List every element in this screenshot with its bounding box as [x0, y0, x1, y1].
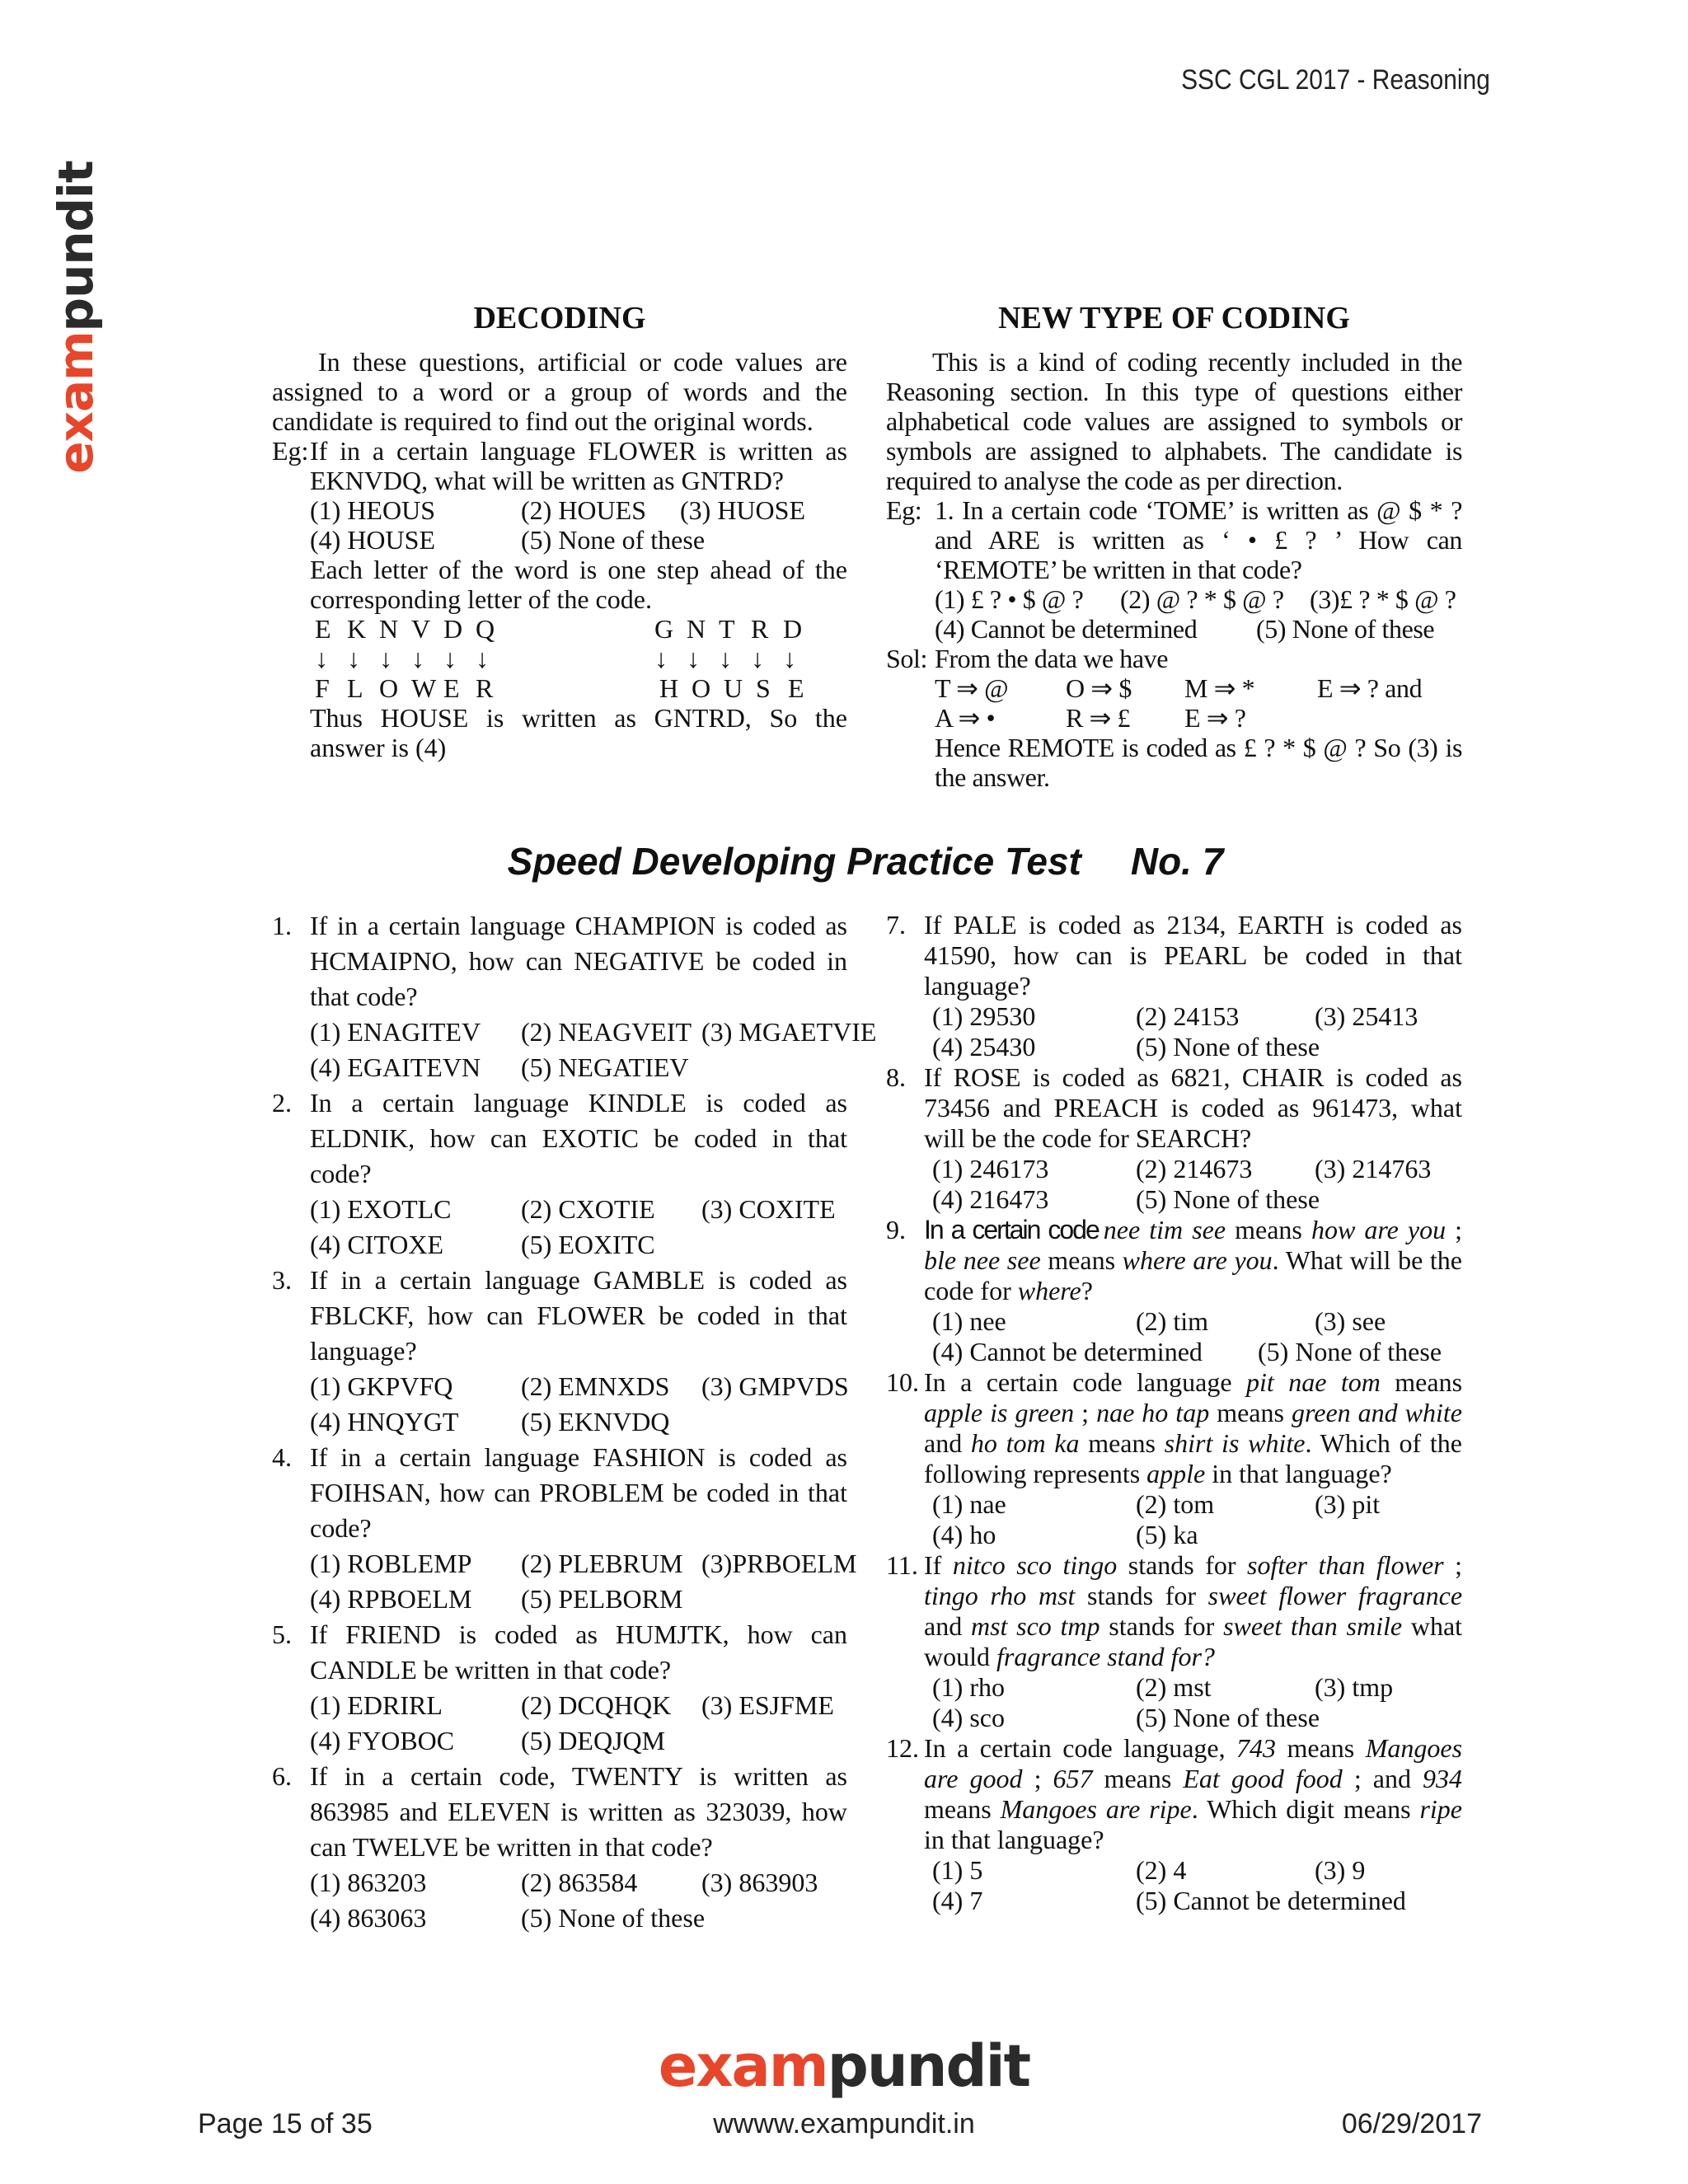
stem-text: 934	[1423, 1764, 1462, 1793]
stem-text: stands for	[1100, 1611, 1224, 1641]
answer-options	[310, 1369, 847, 1440]
question-number: 9.	[886, 1215, 906, 1244]
stem-text: means	[1380, 1367, 1463, 1397]
side-brand-logo	[48, 161, 104, 474]
answer-option[interactable]: (3) MGAETVIE	[701, 1017, 877, 1047]
options-row	[310, 1015, 877, 1050]
stem-text: means	[924, 1794, 1001, 1824]
answer-option[interactable]: (1) ENAGITEV	[310, 1017, 481, 1047]
stem-text: sweet than smile	[1223, 1611, 1403, 1641]
down-arrow-icon: ↓	[751, 644, 764, 673]
answer-option[interactable]: (3) 863903	[701, 1868, 818, 1897]
answer-option[interactable]: (1) EDRIRL	[310, 1690, 443, 1720]
answer-options	[932, 1489, 1462, 1550]
stem-text: . Which of the following represents	[924, 1428, 1463, 1488]
down-arrow-icon: ↓	[347, 644, 360, 673]
mapping: E ⇒ ?	[1184, 703, 1246, 733]
answer-option[interactable]: (5) PELBORM	[521, 1584, 683, 1614]
answer-option[interactable]: (4) ho	[932, 1520, 996, 1549]
down-arrow-icon: ↓	[654, 644, 668, 673]
answer-option[interactable]: (3) see	[1315, 1306, 1386, 1336]
website-url[interactable]: wwww.exampundit.in	[713, 2108, 975, 2139]
stem-text: stands for	[1075, 1581, 1208, 1610]
arrows-row	[310, 644, 847, 673]
down-arrow-icon: ↓	[443, 644, 457, 673]
word-letters-row	[310, 673, 847, 703]
question-stem	[924, 910, 1462, 1001]
answer-option[interactable]: (5) Cannot be determined	[1136, 1886, 1406, 1915]
answer-option[interactable]: (2) 863584	[521, 1868, 638, 1897]
question-item	[272, 1440, 857, 1617]
question-stem	[310, 1440, 847, 1546]
eg-label: Eg:	[886, 495, 922, 525]
letter: R	[476, 673, 494, 703]
mapping-row	[935, 673, 1462, 703]
letter: Q	[476, 614, 495, 644]
new-coding-heading: NEW TYPE OF CODING	[998, 301, 1350, 335]
stem-text: In a certain code language,	[924, 1733, 1237, 1763]
question-item	[272, 908, 877, 1085]
answer-option[interactable]: (4) CITOXE	[310, 1230, 444, 1259]
answer-option[interactable]: (1) nee	[932, 1306, 1006, 1336]
mapping: A ⇒ •	[935, 703, 996, 733]
question-item	[272, 1085, 847, 1263]
answer-option[interactable]: (4) Cannot be determined	[932, 1337, 1203, 1366]
answer-option[interactable]: (2) tom	[1136, 1489, 1215, 1519]
decoding-conclusion: Thus HOUSE is written as GNTRD, So the answer is (4)	[310, 703, 847, 762]
option: (1) HEOUS	[310, 495, 435, 525]
answer-option[interactable]: (5) None of these	[521, 1903, 706, 1933]
question-item	[272, 1263, 847, 1440]
letter: S	[756, 673, 771, 703]
answer-option[interactable]: (3)PRBOELM	[701, 1549, 857, 1578]
stem-text: nitco sco tingo	[952, 1550, 1118, 1580]
eg-stem: If in a certain language FLOWER is written as EKNVDQ, what will be written as GNTRD?	[310, 436, 847, 495]
footer-brand-logo	[0, 2032, 1688, 2100]
option: (2) HOUES	[521, 495, 646, 525]
option: (4) HOUSE	[310, 525, 435, 555]
stem-text: nee tim see	[1103, 1215, 1226, 1244]
options-row	[932, 1520, 1462, 1550]
practice-test-title	[0, 839, 1688, 883]
code-letters-row	[310, 614, 847, 644]
stem-text: nae ho tap	[1096, 1398, 1210, 1427]
letter: D	[443, 614, 463, 644]
option: (5) None of these	[521, 525, 706, 555]
answer-option[interactable]: (2) NEAGVEIT	[521, 1017, 692, 1047]
stem-text: sweet flower fragrance	[1207, 1581, 1463, 1610]
question-item	[272, 1617, 847, 1759]
stem-text: ;	[1443, 1550, 1462, 1580]
answer-option[interactable]: (4) HNQYGT	[310, 1407, 459, 1436]
stem-text: ble nee see	[924, 1245, 1041, 1275]
answer-option[interactable]: (2) 24153	[1136, 1001, 1240, 1031]
options-row	[932, 1184, 1462, 1215]
letter: W	[411, 673, 437, 703]
stem-text: means	[1226, 1215, 1311, 1244]
answer-option[interactable]: (3) tmp	[1315, 1672, 1394, 1702]
decoding-section	[272, 347, 847, 762]
answer-option[interactable]: (4) EGAITEVN	[310, 1052, 481, 1082]
answer-options	[310, 1546, 857, 1617]
document-date: 06/29/2017	[1341, 2108, 1482, 2139]
answer-options	[932, 1672, 1462, 1733]
down-arrow-icon: ↓	[315, 644, 328, 673]
answer-option[interactable]: (3) COXITE	[701, 1194, 836, 1224]
stem-text: where are you	[1122, 1245, 1273, 1275]
logo-part-pundit: pundit	[827, 2032, 1030, 2100]
answer-option[interactable]: (3) ESJFME	[701, 1690, 834, 1720]
options-row	[932, 1337, 1462, 1367]
stem-text: means	[1276, 1733, 1366, 1763]
question-item	[886, 1733, 1462, 1916]
mapping: R ⇒ £	[1066, 703, 1131, 733]
options-row	[932, 1855, 1462, 1886]
options-row	[310, 1865, 847, 1900]
stem-text: stands for	[1117, 1550, 1248, 1580]
letter: D	[783, 614, 803, 644]
answer-option[interactable]: (2) tim	[1136, 1306, 1208, 1336]
letter: O	[692, 673, 711, 703]
options-row	[310, 1404, 847, 1440]
answer-option[interactable]: (1) 5	[932, 1855, 983, 1885]
stem-text: If PALE is coded as 2134, EARTH is coded as 41590, how can is PEARL be coded in that language?	[924, 910, 1462, 1001]
question-number: 7.	[886, 910, 906, 940]
question-stem	[924, 1733, 1462, 1855]
new-coding-intro: This is a kind of coding recently included in the Reasoning section. In this type of questions either alphabetical code values are assigned to symbols or symbols are assigned to alphabets. The candidate is required to analyse the code as per direction.	[886, 347, 1462, 495]
letter: E	[443, 673, 460, 703]
stem-text: where	[1017, 1276, 1081, 1305]
option: (1) £ ? • $ @ ?	[935, 584, 1084, 614]
options-row	[932, 1886, 1462, 1916]
letter: L	[347, 673, 363, 703]
down-arrow-icon: ↓	[719, 644, 732, 673]
stem-text: If in a certain code, TWENTY is written as 863985 and ELEVEN is written as 323039, how can TWELVE be written in that code?	[310, 1761, 847, 1862]
test-number: No. 7	[1130, 840, 1224, 883]
stem-text: . What will be the code for	[924, 1245, 1462, 1305]
answer-option[interactable]: (1) 863203	[310, 1868, 427, 1897]
logo-part-pundit: pundit	[48, 161, 104, 332]
test-title: Speed Developing Practice Test	[507, 840, 1081, 883]
stem-text: apple	[1146, 1459, 1206, 1488]
page-number: Page 15 of 35	[198, 2108, 373, 2139]
stem-text: and	[924, 1611, 971, 1641]
stem-text: 743	[1236, 1733, 1277, 1763]
options-row	[310, 1192, 847, 1227]
stem-text: fragrance stand for?	[996, 1642, 1215, 1671]
answer-options	[310, 1865, 847, 1936]
answer-option[interactable]: (3) 9	[1315, 1855, 1366, 1885]
option: (5) None of these	[1256, 614, 1435, 644]
stem-text: ;	[1446, 1215, 1463, 1244]
question-number: 8.	[886, 1062, 906, 1092]
option: (4) Cannot be determined	[935, 614, 1198, 644]
options-row	[310, 1546, 857, 1582]
question-item	[886, 1062, 1462, 1215]
answer-option[interactable]: (4) 216473	[932, 1184, 1049, 1214]
answer-option[interactable]: (5) NEGATIEV	[521, 1052, 689, 1082]
options-row	[932, 1489, 1462, 1520]
eg-stem: 1. In a certain code ‘TOME’ is written as @ $ * ? and ARE is written as ‘ • £ ? ’ How can ‘REMOTE’ be written in that code?	[935, 495, 1462, 584]
options-row	[310, 1369, 847, 1404]
stem-text: in that language?	[1205, 1459, 1392, 1488]
stem-text: pit nae tom	[1245, 1367, 1381, 1397]
answer-options	[310, 1015, 877, 1085]
decoding-intro: In these questions, artificial or code values are assigned to a word or a group of words and the candidate is required to find out the original words.	[272, 347, 847, 436]
answer-option[interactable]: (1) 29530	[932, 1001, 1036, 1031]
letter: O	[379, 673, 399, 703]
question-item	[272, 1759, 847, 1936]
mapping: T ⇒ @	[935, 673, 1009, 703]
stem-text: In a certain code language	[924, 1367, 1246, 1397]
stem-text: softer than flower	[1247, 1550, 1444, 1580]
letter: U	[724, 673, 743, 703]
answer-option[interactable]: (3) pit	[1315, 1489, 1381, 1519]
stem-text: in that language?	[924, 1825, 1104, 1854]
questions-left-column	[272, 908, 877, 1936]
stem-text: and	[924, 1428, 971, 1458]
down-arrow-icon: ↓	[379, 644, 392, 673]
option: (3) HUOSE	[680, 495, 805, 525]
answer-option[interactable]: (5) EOXITC	[521, 1230, 655, 1259]
answer-option[interactable]: (4) sco	[932, 1703, 1005, 1732]
question-number: 4.	[272, 1442, 292, 1472]
letter: R	[751, 614, 769, 644]
solution	[886, 644, 1462, 792]
answer-option[interactable]: (3) GMPVDS	[701, 1371, 849, 1401]
question-item	[886, 1215, 1462, 1367]
question-number: 2.	[272, 1088, 292, 1118]
answer-options	[310, 1192, 847, 1263]
questions-right-column	[886, 910, 1462, 1916]
eg-options	[310, 495, 847, 555]
answer-options	[310, 1688, 847, 1759]
mapping: E ⇒ ? and	[1317, 673, 1423, 703]
logo-part-exam: exam	[658, 2032, 828, 2100]
answer-option[interactable]: (5) None of these	[1136, 1032, 1320, 1062]
letter: E	[788, 673, 804, 703]
letter: V	[411, 614, 431, 644]
answer-option[interactable]: (2) CXOTIE	[521, 1194, 655, 1224]
question-stem	[310, 908, 847, 1015]
stem-text: If in a certain language FASHION is coded as FOIHSAN, how can PROBLEM be coded in that code?	[310, 1442, 847, 1543]
question-number: 3.	[272, 1265, 292, 1295]
stem-text: If ROSE is coded as 6821, CHAIR is coded as 73456 and PREACH is coded as 961473, what will be the code for SEARCH?	[924, 1062, 1462, 1153]
answer-option[interactable]: (5) None of these	[1136, 1703, 1320, 1732]
stem-text: shirt is white	[1164, 1428, 1306, 1458]
eg-label: Eg:	[272, 436, 309, 466]
stem-text: In a certain language KINDLE is coded as ELDNIK, how can EXOTIC be coded in that code?	[310, 1088, 847, 1188]
question-stem	[924, 1215, 1462, 1306]
answer-option[interactable]: (1) GKPVFQ	[310, 1371, 453, 1401]
question-number: 11.	[886, 1550, 918, 1580]
stem-text: ?	[1081, 1276, 1093, 1305]
question-number: 10.	[886, 1367, 919, 1397]
logo-part-exam: exam	[48, 331, 104, 474]
question-stem	[310, 1263, 847, 1369]
question-stem	[924, 1062, 1462, 1154]
answer-option[interactable]: (4) FYOBOC	[310, 1726, 455, 1755]
decoding-explanation: Each letter of the word is one step ahead of the corresponding letter of the code.	[310, 555, 847, 614]
stem-text: mst sco tmp	[970, 1611, 1100, 1641]
letter: G	[654, 614, 674, 644]
question-item	[886, 910, 1462, 1062]
eg-options	[935, 584, 1462, 644]
options-row	[310, 1582, 847, 1617]
letter: N	[379, 614, 399, 644]
stem-text: Eat good food	[1183, 1764, 1343, 1793]
options-row	[310, 1723, 847, 1759]
answer-option[interactable]: (2) DCQHQK	[521, 1690, 672, 1720]
answer-option[interactable]: (1) 246173	[932, 1154, 1049, 1183]
stem-text: green and white	[1291, 1398, 1462, 1427]
options-row	[310, 1227, 847, 1263]
letter: N	[687, 614, 706, 644]
stem-text: ;	[1022, 1764, 1053, 1793]
letter: E	[315, 614, 331, 644]
new-coding-example	[886, 495, 1462, 644]
question-number: 1.	[272, 911, 292, 940]
stem-text: ripe	[1419, 1794, 1462, 1824]
answer-option[interactable]: (1) EXOTLC	[310, 1194, 452, 1224]
stem-text: If in a certain language CHAMPION is coded as HCMAIPNO, how can NEGATIVE be coded in that code?	[310, 911, 847, 1011]
question-number: 6.	[272, 1761, 292, 1791]
stem-text: If	[924, 1550, 953, 1580]
letter: K	[347, 614, 367, 644]
stem-text: If in a certain language GAMBLE is coded as FBLCKF, how can FLOWER be coded in that language?	[310, 1265, 847, 1366]
stem-text: If FRIEND is coded as HUMJTK, how can CANDLE be written in that code?	[310, 1619, 847, 1685]
answer-option[interactable]: (4) 25430	[932, 1032, 1036, 1062]
stem-text: Mangoes are good	[924, 1733, 1463, 1793]
answer-options	[932, 1306, 1462, 1367]
new-coding-section	[886, 347, 1462, 792]
sol-label: Sol:	[886, 644, 927, 673]
answer-option[interactable]: (1) rho	[932, 1672, 1005, 1702]
option: (3)£ ? * $ @ ?	[1310, 584, 1456, 614]
answer-option[interactable]: (2) PLEBRUM	[521, 1549, 683, 1578]
answer-option[interactable]: (4) 863063	[310, 1903, 427, 1933]
stem-text: means	[1209, 1398, 1292, 1427]
options-row	[932, 1001, 1462, 1032]
question-number: 5.	[272, 1619, 292, 1649]
stem-text: means	[1092, 1764, 1184, 1793]
options-row	[932, 1154, 1462, 1184]
question-stem	[924, 1550, 1462, 1672]
answer-options	[932, 1855, 1462, 1916]
answer-option[interactable]: (2) mst	[1136, 1672, 1212, 1702]
down-arrow-icon: ↓	[411, 644, 424, 673]
answer-option[interactable]: (2) 4	[1136, 1855, 1187, 1885]
stem-text: what would	[924, 1611, 1463, 1671]
answer-option[interactable]: (5) None of these	[1258, 1337, 1442, 1366]
decoding-heading: DECODING	[473, 301, 646, 335]
question-number: 12.	[886, 1733, 919, 1763]
stem-text: tingo rho mst	[924, 1581, 1076, 1610]
letter: H	[659, 673, 679, 703]
answer-option[interactable]: (4) 7	[932, 1886, 983, 1915]
sol-intro: From the data we have	[935, 644, 1169, 673]
options-row	[310, 1688, 847, 1723]
stem-text: Mangoes are ripe	[1000, 1794, 1192, 1824]
options-row	[932, 1032, 1462, 1062]
answer-option[interactable]: (2) 214673	[1136, 1154, 1253, 1183]
answer-option[interactable]: (5) ka	[1136, 1520, 1198, 1549]
question-stem	[924, 1367, 1462, 1489]
question-item	[886, 1550, 1462, 1733]
down-arrow-icon: ↓	[783, 644, 796, 673]
answer-option[interactable]: (4) RPBOELM	[310, 1584, 472, 1614]
options-row	[932, 1672, 1462, 1703]
question-stem	[310, 1617, 847, 1688]
stem-text: 657	[1053, 1764, 1093, 1793]
decoding-example	[272, 436, 847, 762]
stem-text: ;	[1074, 1398, 1097, 1427]
down-arrow-icon: ↓	[476, 644, 489, 673]
stem-text: In a certain code	[924, 1215, 1099, 1244]
letter: F	[315, 673, 330, 703]
option: (2) @ ? * $ @ ?	[1120, 584, 1284, 614]
stem-text: means	[1079, 1428, 1165, 1458]
question-stem	[310, 1759, 847, 1865]
down-arrow-icon: ↓	[687, 644, 700, 673]
answer-option[interactable]: (5) None of these	[1136, 1184, 1320, 1214]
answer-option[interactable]: (2) EMNXDS	[521, 1371, 670, 1401]
stem-text: apple is green	[924, 1398, 1075, 1427]
answer-option[interactable]: (1) ROBLEMP	[310, 1549, 472, 1578]
mapping-row	[935, 703, 1462, 733]
answer-option[interactable]: (3) 214763	[1315, 1154, 1432, 1183]
sol-conclusion: Hence REMOTE is coded as £ ? * $ @ ? So (3) is the answer.	[935, 733, 1462, 792]
options-row	[932, 1703, 1462, 1733]
stem-text: . Which digit means	[1191, 1794, 1420, 1824]
stem-text: ho tom ka	[970, 1428, 1080, 1458]
answer-options	[932, 1154, 1462, 1215]
answer-option[interactable]: (5) DEQJQM	[521, 1726, 666, 1755]
letter: T	[719, 614, 735, 644]
options-row	[310, 1050, 847, 1085]
answer-option[interactable]: (3) 25413	[1315, 1001, 1418, 1031]
answer-options	[932, 1001, 1462, 1062]
question-stem	[310, 1085, 847, 1192]
stem-text: how are you	[1311, 1215, 1447, 1244]
options-row	[932, 1306, 1462, 1337]
document-header-title: SSC CGL 2017 - Reasoning	[1181, 64, 1490, 96]
question-item	[886, 1367, 1462, 1550]
stem-text: means	[1040, 1245, 1123, 1275]
mapping: O ⇒ $	[1066, 673, 1132, 703]
answer-option[interactable]: (5) EKNVDQ	[521, 1407, 670, 1436]
options-row	[310, 1900, 847, 1936]
mapping: M ⇒ *	[1184, 673, 1255, 703]
stem-text: ; and	[1342, 1764, 1423, 1793]
answer-option[interactable]: (1) nae	[932, 1489, 1006, 1519]
